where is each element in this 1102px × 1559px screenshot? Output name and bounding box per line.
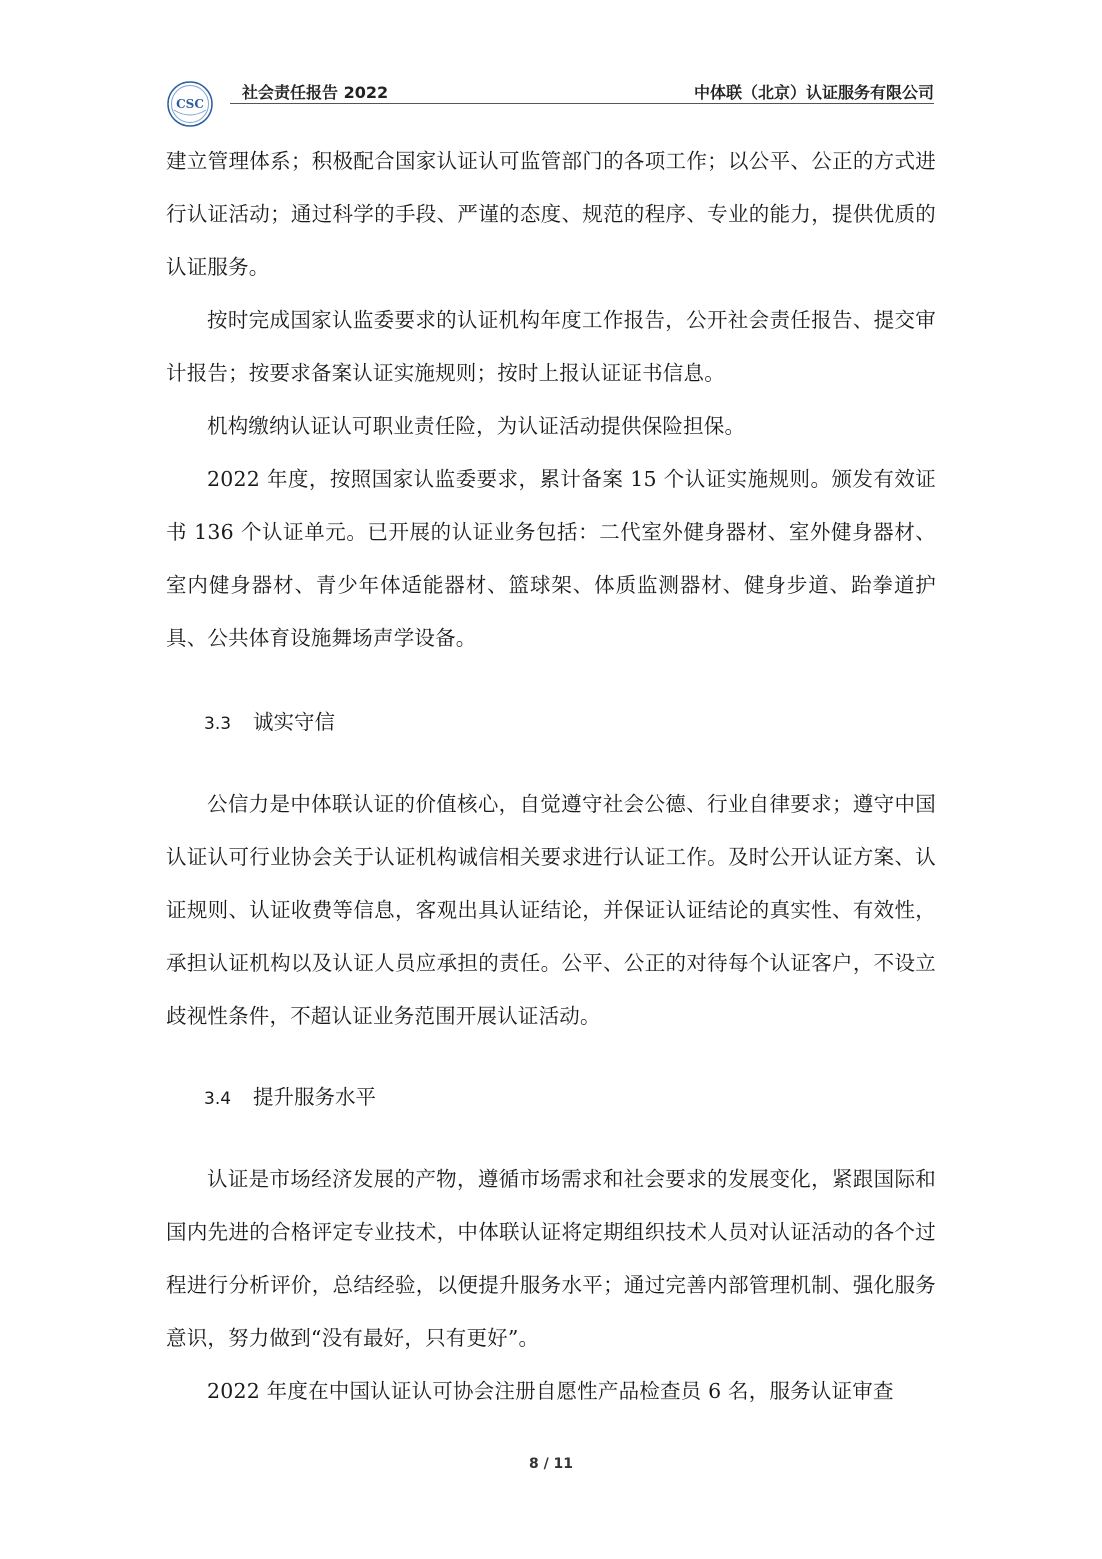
- header-divider: [230, 103, 934, 104]
- company-name: 中体联（北京）认证服务有限公司: [693, 83, 934, 102]
- page-header: [166, 72, 934, 132]
- section-block-3: [166, 1153, 936, 1418]
- report-title: 社会责任报告 2022: [242, 83, 389, 102]
- section-heading-3-3: [204, 707, 335, 739]
- paragraph-1: 建立管理体系；积极配合国家认证认可监管部门的各项工作；以公平、公正的方式进行认证活动；通过科学的手段、严谨的态度、规范的程序、专业的能力，提供优质的认证服务。: [166, 149, 936, 279]
- page-number: 8 / 11: [528, 1456, 574, 1472]
- section-title: 提升服务水平: [253, 1085, 377, 1109]
- logo-text: CSC: [176, 97, 204, 111]
- paragraph-3: 机构缴纳认证认可职业责任险，为认证活动提供保险担保。: [207, 414, 746, 438]
- paragraph-7: 2022 年度在中国认证认可协会注册自愿性产品检查员 6 名，服务认证审查: [207, 1379, 894, 1403]
- csc-logo-icon: [166, 80, 214, 128]
- section-number: 3.4: [204, 1089, 232, 1109]
- section-block-2: [166, 778, 936, 1043]
- section-number: 3.3: [204, 714, 232, 734]
- section-block-1: [166, 135, 936, 665]
- section-heading-3-4: [204, 1082, 376, 1114]
- paragraph-2: 按时完成国家认监委要求的认证机构年度工作报告，公开社会责任报告、提交审计报告；按要求备案认证实施规则；按时上报认证证书信息。: [166, 308, 936, 385]
- section-title: 诚实守信: [253, 710, 336, 734]
- paragraph-5: 公信力是中体联认证的价值核心，自觉遵守社会公德、行业自律要求；遵守中国认证认可行业协会关于认证机构诚信相关要求进行认证工作。及时公开认证方案、认证规则、认证收费等信息，客观出具认证结论，并保证认证结论的真实性、有效性，承担认证机构以及认证人员应承担的责任。公平、公正的对待每个认证客户，不设立歧视性条件，不超认证业务范围开展认证活动。: [166, 792, 936, 1028]
- paragraph-4: 2022 年度，按照国家认监委要求，累计备案 15 个认证实施规则。颁发有效证书 136 个认证单元。已开展的认证业务包括：二代室外健身器材、室外健身器材、室内健身器材、青少年体适能器材、篮球架、体质监测器材、健身步道、跆拳道护具、公共体育设施舞场声学设备。: [166, 467, 936, 650]
- paragraph-6: 认证是市场经济发展的产物，遵循市场需求和社会要求的发展变化，紧跟国际和国内先进的合格评定专业技术，中体联认证将定期组织技术人员对认证活动的各个过程进行分析评价，总结经验，以便提升服务水平；通过完善内部管理机制、强化服务意识，努力做到“没有最好，只有更好”。: [166, 1167, 936, 1350]
